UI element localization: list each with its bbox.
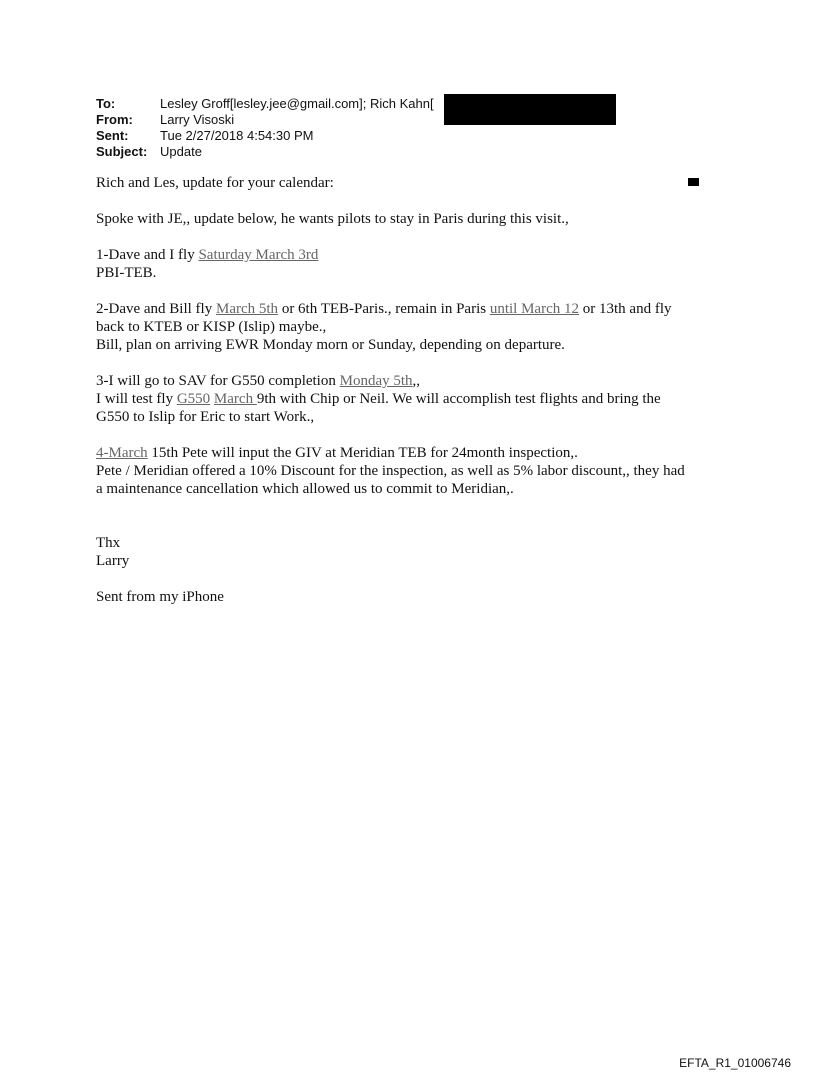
item-3-text-d: 9th with Chip or Neil. We will accomplish test flights and bring the [256, 391, 661, 407]
item-1-line-2: PBI-TEB. [96, 265, 157, 281]
sender-name-line: Larry [96, 553, 130, 569]
item-1-text: 1-Dave and I fly [96, 247, 199, 263]
item-3-text-b: ,, [412, 373, 421, 389]
item-1-paragraph [96, 246, 736, 282]
link-g550[interactable]: G550 [176, 391, 211, 407]
item-4-line-1 [96, 444, 736, 462]
date-link-monday-5th[interactable]: Monday 5th [339, 373, 413, 389]
item-4-paragraph [96, 444, 736, 498]
redaction-box [444, 94, 616, 125]
greeting-line: Rich and Les, update for your calendar: [96, 175, 334, 191]
spacer [96, 516, 736, 534]
document-id: EFTA_R1_01006746 [679, 1056, 791, 1070]
sent-row [96, 128, 434, 144]
date-link-until-march-12[interactable]: until March 12 [489, 301, 579, 317]
date-link-march[interactable]: March [213, 391, 257, 407]
to-row [96, 96, 434, 112]
to-label: To: [96, 96, 116, 111]
signoff-paragraph [96, 534, 736, 570]
item-2-text-c: or 13th and fly [579, 301, 672, 317]
sent-label: Sent: [96, 128, 129, 143]
item-2-paragraph [96, 300, 736, 354]
item-2-line-2: back to KTEB or KISP (Islip) maybe., [96, 319, 327, 335]
item-3-line-1 [96, 372, 736, 390]
from-row [96, 112, 434, 128]
item-3-line-2 [96, 390, 736, 408]
signature-paragraph [96, 588, 736, 606]
item-4-text-a: 15th Pete will input the GIV at Meridian TEB for 24month inspection,. [147, 445, 578, 461]
item-4-line-3: a maintenance cancellation which allowed us to commit to Meridian,. [96, 481, 514, 497]
date-link-march-5th[interactable]: March 5th [215, 301, 279, 317]
item-2-line-1 [96, 300, 736, 318]
item-3-paragraph [96, 372, 736, 426]
sent-value: Tue 2/27/2018 4:54:30 PM [160, 128, 314, 143]
item-4-line-2: Pete / Meridian offered a 10% Discount for the inspection, as well as 5% labor discount,, they had [96, 463, 685, 479]
item-3-line-3: G550 to Islip for Eric to start Work., [96, 409, 315, 425]
item-2-text-a: 2-Dave and Bill fly [96, 301, 216, 317]
subject-label: Subject: [96, 144, 148, 159]
from-value: Larry Visoski [160, 112, 235, 127]
item-3-text-a: 3-I will go to SAV for G550 completion [96, 373, 340, 389]
item-3-text-c: I will test fly [96, 391, 177, 407]
date-link-saturday-march-3rd[interactable]: Saturday March 3rd [198, 247, 319, 263]
thanks-line: Thx [96, 535, 121, 551]
to-value: Lesley Groff[lesley.jee@gmail.com]; Rich Kahn[ [160, 96, 434, 111]
intro-line: Spoke with JE,, update below, he wants pilots to stay in Paris during this visit., [96, 211, 569, 227]
intro-paragraph [96, 210, 736, 228]
item-1-line-1 [96, 246, 736, 264]
email-body [96, 174, 736, 624]
from-label: From: [96, 112, 133, 127]
item-2-line-3: Bill, plan on arriving EWR Monday morn or Sunday, depending on departure. [96, 337, 565, 353]
date-link-4-march[interactable]: 4-March [96, 445, 148, 461]
greeting-paragraph [96, 174, 736, 192]
subject-value: Update [160, 144, 202, 159]
item-2-text-b: or 6th TEB-Paris., remain in Paris [278, 301, 490, 317]
signature-line: Sent from my iPhone [96, 589, 224, 605]
subject-row [96, 144, 434, 160]
email-header [96, 96, 434, 160]
